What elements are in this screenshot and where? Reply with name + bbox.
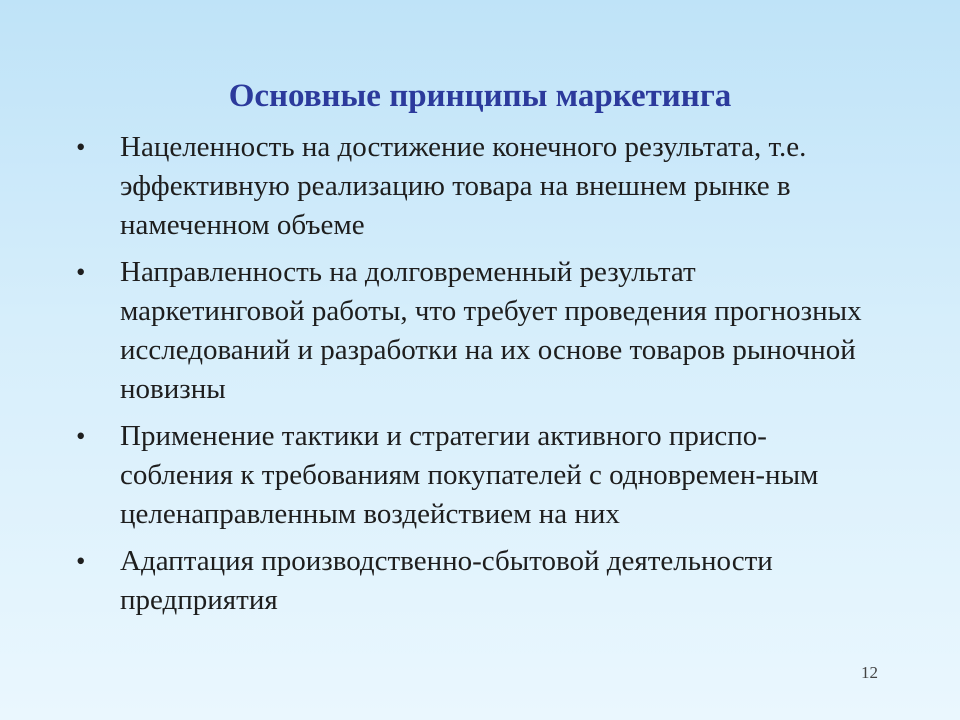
bullet-list <box>76 128 876 628</box>
bullet-item <box>76 417 876 534</box>
slide-title: Основные принципы маркетинга <box>228 78 732 114</box>
bullet-item <box>76 542 876 620</box>
bullet-item <box>76 128 876 245</box>
bullet-icon: • <box>76 546 86 576</box>
page-number: 12 <box>861 663 878 682</box>
bullet-icon: • <box>76 132 86 162</box>
bullet-icon: • <box>76 257 86 287</box>
bullet-text: Направленность на долговременный результат маркетинговой работы, что требует проведения прогнозных исследований и разработки на их основе товаров рыночной новизны <box>120 256 862 405</box>
bullet-icon: • <box>76 421 86 451</box>
bullet-item <box>76 253 876 409</box>
bullet-text: Применение тактики и стратегии активного приспо-собления к требованиям покупателей с одновремен-ным целенаправленным воздействием на них <box>120 420 819 530</box>
bullet-text: Адаптация производственно-сбытовой деятельности предприятия <box>120 545 773 616</box>
bullet-text: Нацеленность на достижение конечного результата, т.е. эффективную реализацию товара на внешнем рынке в намеченном объеме <box>120 131 807 241</box>
